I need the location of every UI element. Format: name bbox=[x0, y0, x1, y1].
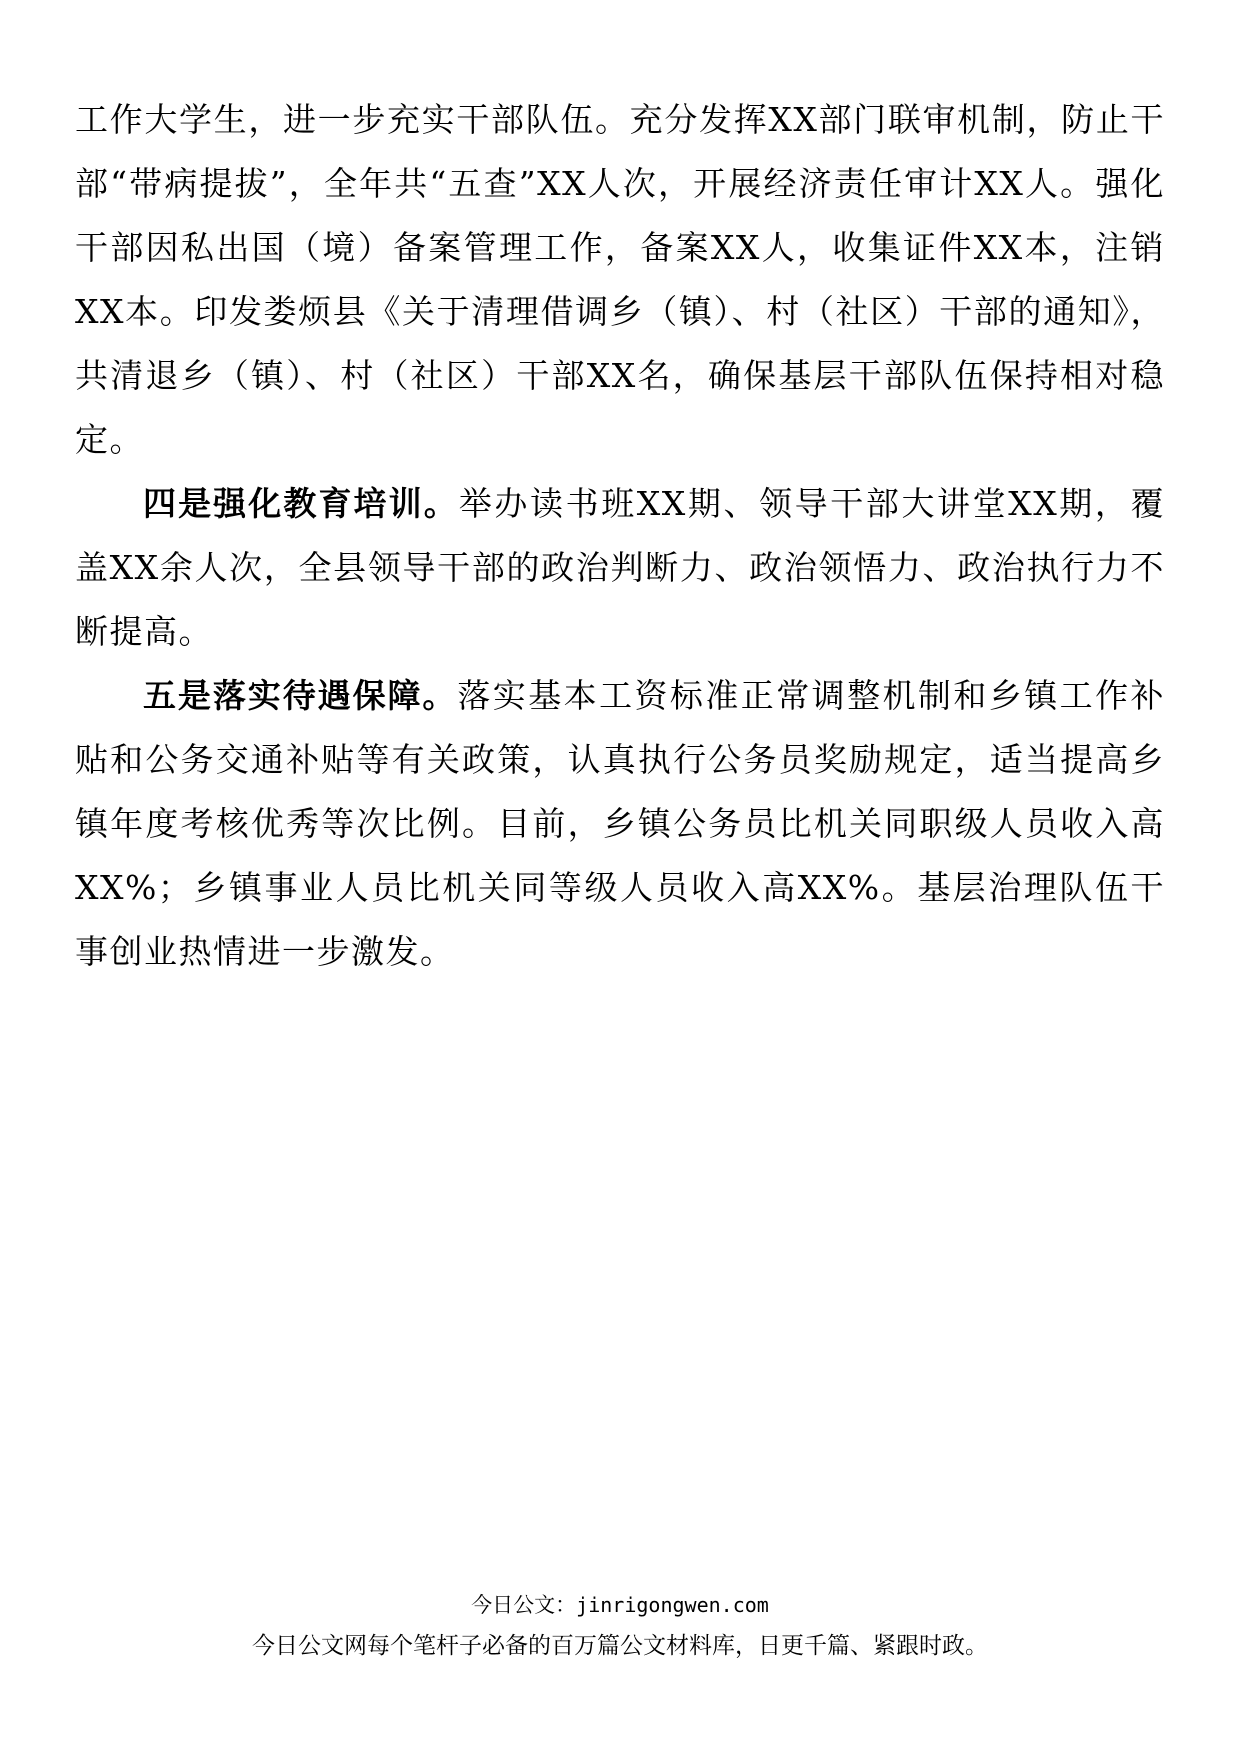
footer-site-line bbox=[0, 1590, 1240, 1620]
paragraph-text: 落实基本工资标准正常调整机制和乡镇工作补贴和公务交通补贴等有关政策，认真执行公务员奖励规定，适当提高乡镇年度考核优秀等次比例。目前，乡镇公务员比机关同职级人员收入高XX%；乡镇事业人员比机关同等级人员收入高XX%。基层治理队伍干事创业热情进一步激发。 bbox=[75, 676, 1166, 971]
paragraph-benefits-guarantee bbox=[75, 664, 1165, 984]
paragraph-lead: 四是强化教育培训。 bbox=[143, 484, 459, 523]
footer-tagline: 今日公文网每个笔杆子必备的百万篇公文材料库，日更千篇、紧跟时政。 bbox=[252, 1633, 988, 1659]
paragraph-lead: 五是落实待遇保障。 bbox=[143, 676, 458, 715]
paragraph-text: 工作大学生，进一步充实干部队伍。充分发挥XX部门联审机制，防止干部“带病提拔”，全年共“五查”XX人次，开展经济责任审计XX人。强化干部因私出国（境）备案管理工作，备案XX人，收集证件XX本，注销XX本。印发娄烦县《关于清理借调乡（镇）、村（社区）干部的通知》，共清退乡（镇）、村（社区）干部XX名，确保基层干部队伍保持相对稳定。 bbox=[75, 100, 1165, 459]
paragraph-education-training bbox=[75, 472, 1165, 664]
paragraph-text: 举办读书班XX期、领导干部大讲堂XX期，覆盖XX余人次，全县领导干部的政治判断力、政治领悟力、政治执行力不断提高。 bbox=[75, 484, 1165, 651]
document-body bbox=[75, 88, 1165, 984]
footer-site-label: 今日公文： bbox=[471, 1593, 577, 1617]
paragraph-cadre-team bbox=[75, 88, 1165, 472]
footer-site-url[interactable]: jinrigongwen.com bbox=[576, 1593, 769, 1617]
